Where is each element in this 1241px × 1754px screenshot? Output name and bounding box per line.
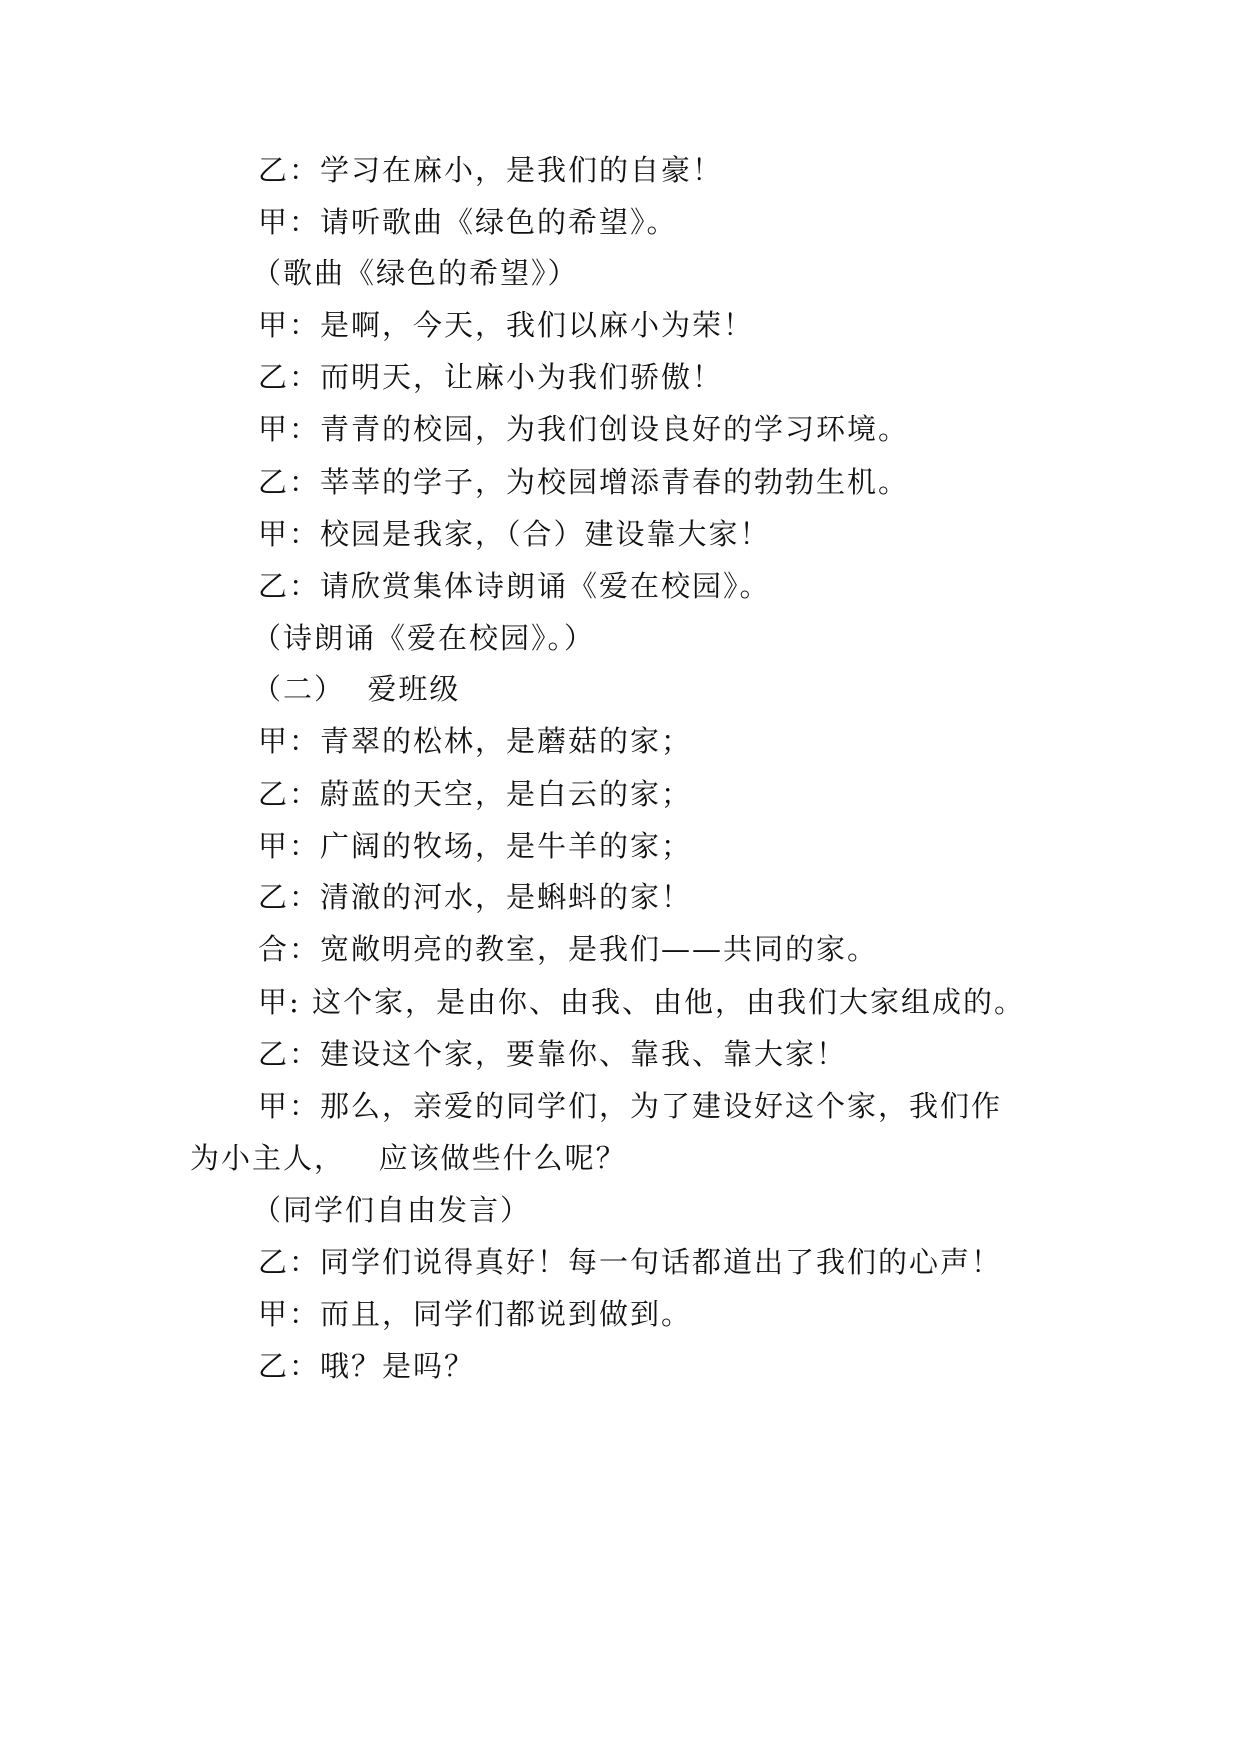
dialogue-line: 合：宽敞明亮的教室，是我们——共同的家。 (258, 932, 879, 966)
dialogue-line: 乙：清澈的河水，是蝌蚪的家！ (258, 880, 693, 914)
dialogue-line: 甲：校园是我家，（合）建设靠大家！ (258, 517, 771, 551)
section-heading: （二） 爱班级 (252, 672, 461, 706)
dialogue-line: 甲：那么，亲爱的同学们，为了建设好这个家，我们作 (258, 1089, 1003, 1123)
dialogue-line: 甲：请听歌曲《绿色的希望》。 (258, 205, 678, 239)
dialogue-line: 乙：同学们说得真好！每一句话都道出了我们的心声！ (258, 1245, 1003, 1279)
dialogue-line: 乙：学习在麻小，是我们的自豪！ (258, 153, 724, 187)
dialogue-line: 甲：广阔的牧场，是牛羊的家； (258, 829, 693, 863)
dialogue-line: 乙：哦？是吗？ (258, 1349, 476, 1383)
dialogue-line: 甲：青青的校园，为我们创设良好的学习环境。 (258, 412, 910, 446)
stage-direction: （歌曲《绿色的希望》） (252, 256, 579, 290)
dialogue-line-continuation: 为小主人， 应该做些什么呢？ (190, 1141, 627, 1175)
dialogue-line: 甲：青翠的松林，是蘑菇的家； (258, 724, 693, 758)
dialogue-line: 乙：莘莘的学子，为校园增添青春的勃勃生机。 (258, 465, 910, 499)
stage-direction: （诗朗诵《爱在校园》。） (252, 621, 596, 655)
dialogue-line: 乙：建设这个家，要靠你、靠我、靠大家！ (258, 1037, 848, 1071)
dialogue-line: 乙：蔚蓝的天空，是白云的家； (258, 777, 693, 811)
dialogue-line: 甲: 这个家，是由你、由我、由他，由我们大家组成的。 (258, 985, 1025, 1019)
dialogue-line: 乙：而明天，让麻小为我们骄傲！ (258, 360, 724, 394)
dialogue-line: 甲：是啊，今天，我们以麻小为荣！ (258, 308, 755, 342)
dialogue-line: 甲：而且，同学们都说到做到。 (258, 1297, 693, 1331)
dialogue-line: 乙：请欣赏集体诗朗诵《爱在校园》。 (258, 569, 771, 603)
stage-direction: （同学们自由发言） (252, 1193, 532, 1227)
